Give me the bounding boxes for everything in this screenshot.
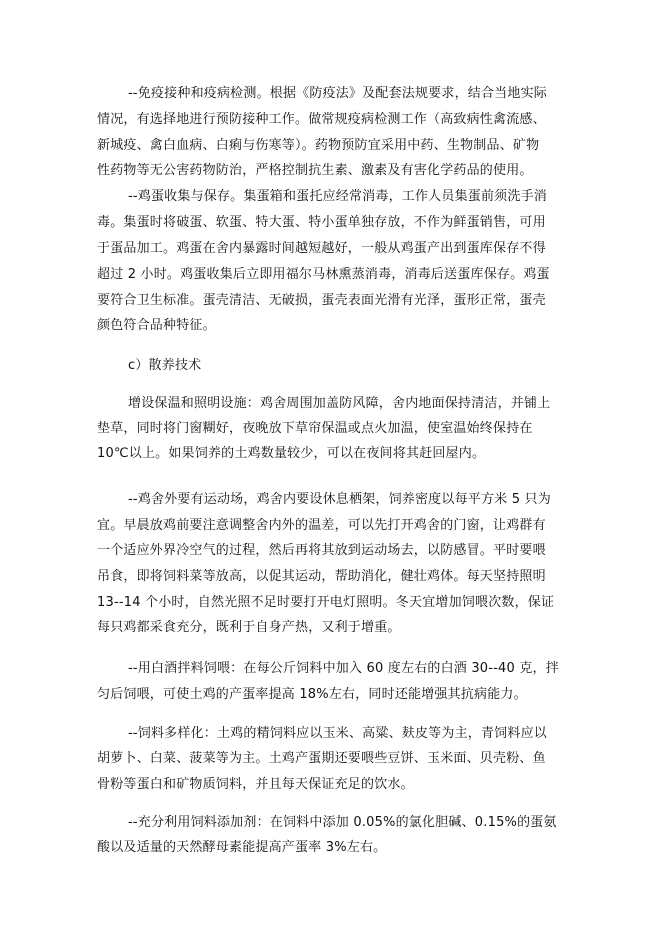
text-line: 胡萝卜、白菜、菠菜等为主。土鸡产蛋期还要喂些豆饼、玉米面、贝壳粉、鱼 [97, 751, 546, 766]
text-line: 宜。早晨放鸡前要注意调整舍内外的温差，可以先打开鸡舍的门窗，让鸡群有 [97, 518, 546, 533]
text-line: 酸以及适量的天然酵母素能提高产蛋率 3%左右。 [97, 840, 387, 855]
text-line: 匀后饲喂，可使土鸡的产蛋率提高 18%左右，同时还能增强其抗病能力。 [97, 687, 527, 702]
text-line: 颜色符合品种特征。 [97, 318, 216, 333]
text-line: 垫草，同时将门窗糊好，夜晚放下草帘保温或点火加温，使室温始终保持在 [97, 421, 533, 436]
text-line: 增设保温和照明设施：鸡舍周围加盖防风障，舍内地面保持清洁，并铺上 [128, 396, 551, 411]
text-line: --用白酒拌料饲喂：在每公斤饲料中加入 60 度左右的白酒 30--40 克，拌 [128, 661, 559, 676]
text-line: 情况，有选择地进行预防接种工作。做常规疫病检测工作（高致病性禽流感、 [97, 112, 546, 127]
text-line: 骨粉等蛋白和矿物质饲料，并且每天保证充足的饮水。 [97, 777, 414, 792]
text-line: 每只鸡都采食充分，既利于自身产热，又利于增重。 [97, 620, 401, 635]
text-line: --免疫接种和疫病检测。根据《防疫法》及配套法规要求，结合当地实际 [128, 86, 547, 101]
text-line: --鸡蛋收集与保存。集蛋箱和蛋托应经常消毒，工作人员集蛋前须洗手消 [128, 189, 547, 204]
text-line: 一个适应外界冷空气的过程，然后再将其放到运动场去，以防感冒。平时要喂 [97, 543, 546, 558]
text-line: 13--14 个小时，自然光照不足时要打开电灯照明。冬天宜增加饲喂次数，保证 [97, 595, 555, 610]
section-heading: c）散养技术 [128, 358, 202, 373]
text-line: 性药物等无公害药物防治，严格控制抗生素、激素及有害化学药品的使用。 [97, 163, 533, 178]
text-line: 10℃以上。如果饲养的土鸡数量较少，可以在夜间将其赶回屋内。 [97, 446, 486, 461]
text-line: 要符合卫生标准。蛋壳清洁、无破损，蛋壳表面光滑有光泽，蛋形正常，蛋壳 [97, 293, 546, 308]
text-line: --鸡舍外要有运动场，鸡舍内要设休息栖架，饲养密度以每平方米 5 只为 [128, 492, 551, 507]
text-line: --饲料多样化：土鸡的精饲料应以玉米、高粱、麸皮等为主，青饲料应以 [128, 726, 547, 741]
text-line: --充分利用饲料添加剂：在饲料中添加 0.05%的氯化胆碱、0.15%的蛋氨 [128, 815, 557, 830]
text-line: 吊食，即将饲料菜等放高，以促其运动，帮助消化，健壮鸡体。每天坚持照明 [97, 569, 546, 584]
text-line: 新城疫、禽白血病、白痢与伤寒等）。药物预防宜采用中药、生物制品、矿物 [97, 138, 540, 153]
text-line: 毒。集蛋时将破蛋、软蛋、特大蛋、特小蛋单独存放，不作为鲜蛋销售，可用 [97, 215, 546, 230]
text-line: 超过 2 小时。鸡蛋收集后立即用福尔马林熏蒸消毒，消毒后送蛋库保存。鸡蛋 [97, 267, 550, 282]
text-line: 于蛋品加工。鸡蛋在舍内暴露时间越短越好，一般从鸡蛋产出到蛋库保存不得 [97, 241, 546, 256]
